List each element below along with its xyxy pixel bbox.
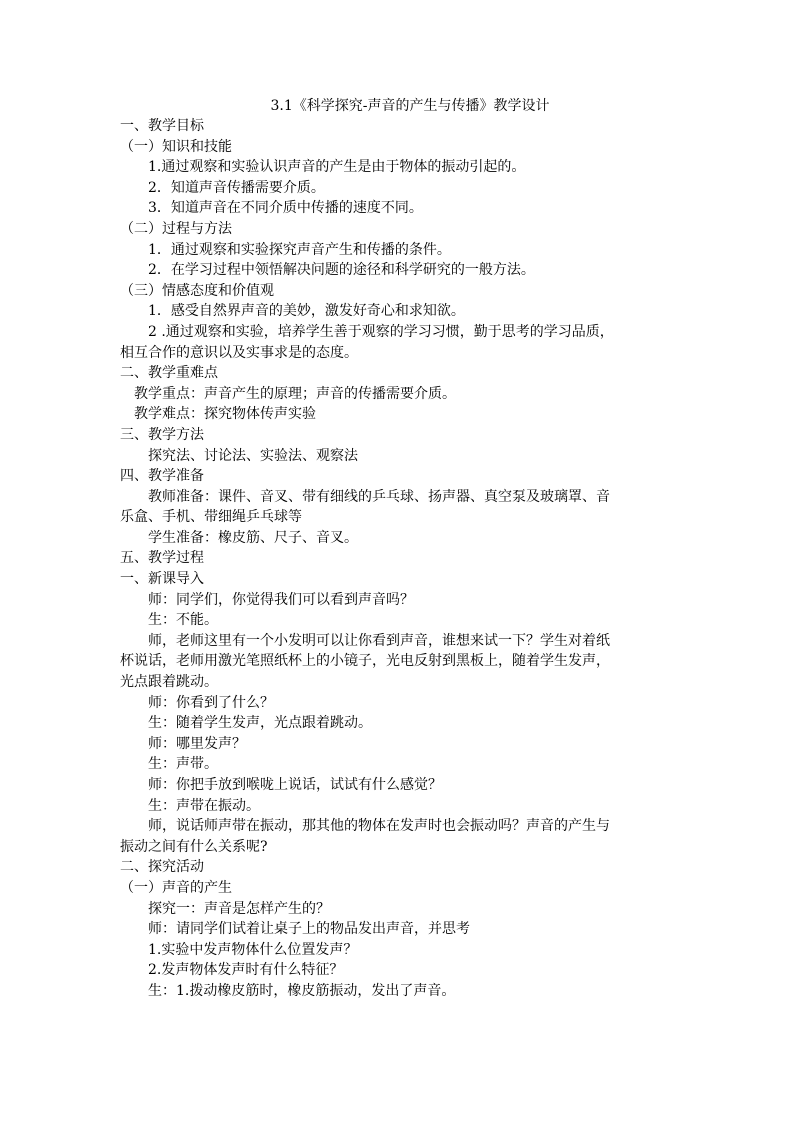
text-line: 相互合作的意识以及实事求是的态度。 xyxy=(120,344,358,361)
text-line: 五、教学过程 xyxy=(120,550,204,567)
text-line: （一）知识和技能 xyxy=(120,138,232,155)
text-line: 生：不能。 xyxy=(148,612,218,629)
text-line: 探究一：声音是怎样产生的？ xyxy=(148,900,330,917)
text-line: 乐盒、手机、带细绳乒乓球等 xyxy=(120,509,302,526)
text-line: 学生准备：橡皮筋、尺子、音叉。 xyxy=(148,529,358,546)
text-line: 师：你看到了什么？ xyxy=(148,694,274,711)
text-line: 师：哪里发声？ xyxy=(148,735,246,752)
text-line: 2.发声物体发声时有什么特征？ xyxy=(148,962,344,979)
text-line: 生：随着学生发声，光点跟着跳动。 xyxy=(148,715,372,732)
document-title: 3.1《科学探究-声音的产生与传播》教学设计 xyxy=(270,98,550,114)
text-line: 一、新课导入 xyxy=(120,571,204,588)
text-line: 一、教学目标 xyxy=(120,118,204,134)
text-line: 教学难点：探究物体传声实验 xyxy=(134,406,316,423)
text-line: 1.通过观察和实验认识声音的产生是由于物体的振动引起的。 xyxy=(148,159,526,176)
text-line: 2 .通过观察和实验，培养学生善于观察的学习习惯，勤于思考的学习品质， xyxy=(148,323,614,340)
text-line: 光点跟着跳动。 xyxy=(120,674,218,691)
text-line: 师，说话师声带在振动，那其他的物体在发声时也会振动吗？声音的产生与 xyxy=(148,818,610,835)
text-line: 师：请同学们试着让桌子上的物品发出声音，并思考 xyxy=(148,921,470,938)
text-line: 二、探究活动 xyxy=(120,859,204,876)
text-line: 师，老师这里有一个小发明可以让你看到声音，谁想来试一下？学生对着纸 xyxy=(148,632,610,649)
text-line: 生：声带。 xyxy=(148,756,218,773)
text-line: 杯说话，老师用激光笔照纸杯上的小镜子，光电反射到黑板上，随着学生发声， xyxy=(120,653,610,670)
text-line: 师：你把手放到喉咙上说话，试试有什么感觉？ xyxy=(148,777,442,793)
text-line: 1.实验中发声物体什么位置发声？ xyxy=(148,941,358,958)
text-line: （一）声音的产生 xyxy=(120,879,232,896)
text-line: 1．通过观察和实验探究声音产生和传播的条件。 xyxy=(148,241,451,258)
text-line: （二）过程与方法 xyxy=(120,220,232,237)
text-line: 2．在学习过程中领悟解决问题的途径和科学研究的一般方法。 xyxy=(148,262,535,279)
text-line: 生：声带在振动。 xyxy=(148,797,260,814)
text-line: 3．知道声音在不同介质中传播的速度不同。 xyxy=(148,200,423,217)
text-line: 教师准备：课件、音叉、带有细线的乒乓球、扬声器、真空泵及玻璃罩、音 xyxy=(148,488,610,505)
text-line: 四、教学准备 xyxy=(120,468,204,485)
text-line: 二、教学重难点 xyxy=(120,365,218,382)
text-line: 振动之间有什么关系呢? xyxy=(120,838,268,855)
text-line: 师：同学们，你觉得我们可以看到声音吗？ xyxy=(148,591,414,608)
document-body xyxy=(120,116,680,1002)
text-line: 1．感受自然界声音的美妙，激发好奇心和求知欲。 xyxy=(148,303,465,320)
text-line: 生：1.拨动橡皮筋时，橡皮筋振动，发出了声音。 xyxy=(148,982,456,999)
text-line: （三）情感态度和价值观 xyxy=(120,282,274,299)
text-line: 教学重点：声音产生的原理；声音的传播需要介质。 xyxy=(134,385,456,402)
document-page xyxy=(120,96,680,1002)
text-line: 2．知道声音传播需要介质。 xyxy=(148,179,325,196)
text-line: 探究法、讨论法、实验法、观察法 xyxy=(148,447,358,464)
text-line: 三、教学方法 xyxy=(120,426,204,443)
